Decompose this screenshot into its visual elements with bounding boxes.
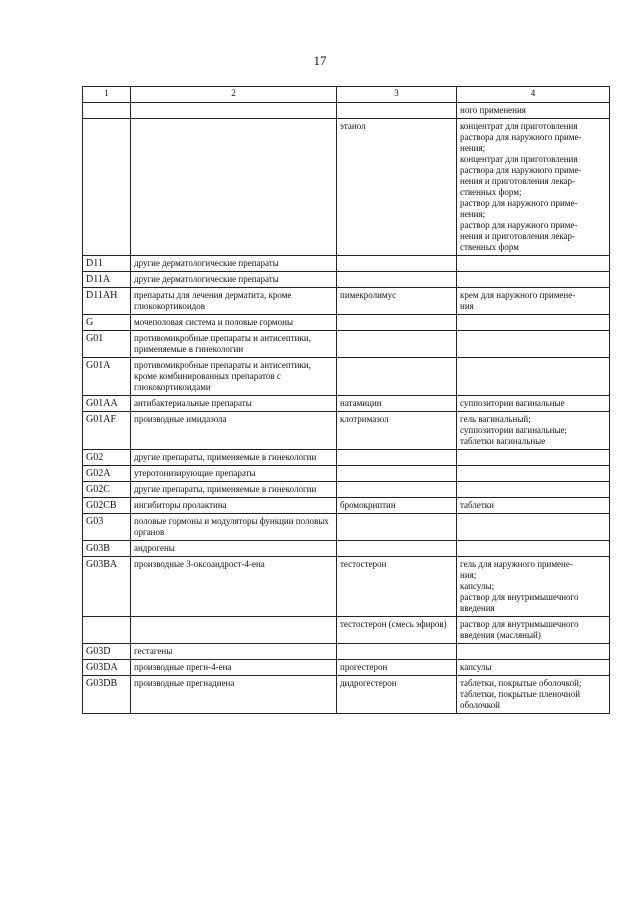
dosage-form-line: суппозитории вагинальные; bbox=[460, 425, 568, 435]
dosage-form-cell bbox=[457, 660, 610, 676]
group-name-cell: другие дерматологические препараты bbox=[131, 256, 337, 272]
dosage-form-cell bbox=[457, 103, 610, 119]
dosage-form-cell bbox=[457, 676, 610, 714]
group-name-cell: противомикробные препараты и антисептики, применяемые в гинекологии bbox=[131, 331, 337, 358]
header-cell-4: 4 bbox=[457, 87, 610, 103]
table-body bbox=[83, 87, 610, 714]
dosage-form-line: введения bbox=[460, 603, 495, 613]
dosage-form-line: концентрат для приготовления bbox=[460, 154, 578, 164]
dosage-form-line: таблетки bbox=[460, 500, 495, 510]
dosage-form-cell bbox=[457, 617, 610, 644]
dosage-form-cell bbox=[457, 315, 610, 331]
atc-code-cell: G03BA bbox=[83, 557, 131, 617]
drug-name-cell: натамицин bbox=[337, 396, 457, 412]
dosage-form-cell bbox=[457, 498, 610, 514]
table-row bbox=[83, 103, 610, 119]
atc-code-cell: G02CB bbox=[83, 498, 131, 514]
atc-code-cell: D11A bbox=[83, 272, 131, 288]
atc-code-cell: D11 bbox=[83, 256, 131, 272]
header-cell-2: 2 bbox=[131, 87, 337, 103]
group-name-cell: другие препараты, применяемые в гинекологии bbox=[131, 450, 337, 466]
dosage-form-line: крем для наружного примене- bbox=[460, 290, 576, 300]
table-row bbox=[83, 482, 610, 498]
atc-code-cell: G03DA bbox=[83, 660, 131, 676]
drug-name-cell bbox=[337, 644, 457, 660]
table-row bbox=[83, 288, 610, 315]
dosage-form-cell bbox=[457, 466, 610, 482]
drug-name-cell bbox=[337, 450, 457, 466]
drug-name-cell bbox=[337, 331, 457, 358]
table-row bbox=[83, 450, 610, 466]
table-row bbox=[83, 660, 610, 676]
dosage-form-line: оболочкой bbox=[460, 700, 500, 710]
drug-name-cell: дидрогестерон bbox=[337, 676, 457, 714]
group-name-cell: утеротонизирующие препараты bbox=[131, 466, 337, 482]
dosage-form-cell bbox=[457, 272, 610, 288]
table-row bbox=[83, 514, 610, 541]
dosage-form-line: капсулы bbox=[460, 662, 492, 672]
atc-code-cell: G01AA bbox=[83, 396, 131, 412]
dosage-form-line: таблетки, покрытые пленочной bbox=[460, 689, 581, 699]
page-number: 17 bbox=[313, 53, 327, 68]
atc-code-cell: G03DB bbox=[83, 676, 131, 714]
group-name-cell: препараты для лечения дерматита, кроме глюкокортикоидов bbox=[131, 288, 337, 315]
atc-code-cell: G02 bbox=[83, 450, 131, 466]
drug-name-cell: бромокриптин bbox=[337, 498, 457, 514]
dosage-form-line: концентрат для приготовления bbox=[460, 121, 578, 131]
dosage-form-line: раствора для наружного приме- bbox=[460, 132, 582, 142]
drug-name-cell bbox=[337, 358, 457, 396]
group-name-cell: производные прегнадиена bbox=[131, 676, 337, 714]
drug-name-cell: прогестерон bbox=[337, 660, 457, 676]
dosage-form-line: ния bbox=[460, 301, 474, 311]
dosage-form-line: раствора для наружного приме- bbox=[460, 165, 582, 175]
table-row bbox=[83, 331, 610, 358]
atc-code-cell: G03B bbox=[83, 541, 131, 557]
dosage-form-line: гель для наружного примене- bbox=[460, 559, 573, 569]
group-name-cell: другие препараты, применяемые в гинекологии bbox=[131, 482, 337, 498]
group-name-cell: другие дерматологические препараты bbox=[131, 272, 337, 288]
dosage-form-line: ного применения bbox=[460, 105, 526, 115]
dosage-form-cell bbox=[457, 288, 610, 315]
header-cell-1: 1 bbox=[83, 87, 131, 103]
atc-code-cell bbox=[83, 103, 131, 119]
dosage-form-line: раствор для наружного приме- bbox=[460, 220, 578, 230]
group-name-cell bbox=[131, 119, 337, 256]
dosage-form-cell bbox=[457, 331, 610, 358]
atc-code-cell: G03 bbox=[83, 514, 131, 541]
atc-code-cell: G01 bbox=[83, 331, 131, 358]
group-name-cell: мочеполовая система и половые гормоны bbox=[131, 315, 337, 331]
dosage-form-line: введения (масляный) bbox=[460, 630, 541, 640]
dosage-form-cell bbox=[457, 256, 610, 272]
group-name-cell: гестагены bbox=[131, 644, 337, 660]
drug-name-cell bbox=[337, 514, 457, 541]
drug-name-cell: тестостерон bbox=[337, 557, 457, 617]
dosage-form-line: раствор для внутримышечного bbox=[460, 592, 579, 602]
drug-name-cell: пимекролимус bbox=[337, 288, 457, 315]
atc-code-cell: D11AH bbox=[83, 288, 131, 315]
atc-code-cell: G02C bbox=[83, 482, 131, 498]
dosage-form-line: нения и приготовления лекар- bbox=[460, 176, 576, 186]
drug-name-cell: тестостерон (смесь эфиров) bbox=[337, 617, 457, 644]
drug-name-cell bbox=[337, 315, 457, 331]
group-name-cell: производные прегн-4-ена bbox=[131, 660, 337, 676]
dosage-form-cell bbox=[457, 450, 610, 466]
dosage-form-cell bbox=[457, 557, 610, 617]
dosage-form-cell bbox=[457, 119, 610, 256]
drug-name-cell bbox=[337, 103, 457, 119]
dosage-form-line: таблетки вагинальные bbox=[460, 436, 546, 446]
drug-name-cell bbox=[337, 272, 457, 288]
drug-name-cell bbox=[337, 466, 457, 482]
group-name-cell: производные имидазола bbox=[131, 412, 337, 450]
dosage-form-line: капсулы; bbox=[460, 581, 494, 591]
dosage-form-cell bbox=[457, 541, 610, 557]
dosage-form-line: суппозитории вагинальные bbox=[460, 398, 565, 408]
group-name-cell: противомикробные препараты и антисептики, кроме комбинированных препаратов с глюкокортикоидами bbox=[131, 358, 337, 396]
dosage-form-line: нения; bbox=[460, 209, 486, 219]
atc-code-cell: G03D bbox=[83, 644, 131, 660]
group-name-cell: ингибиторы пролактина bbox=[131, 498, 337, 514]
dosage-form-line: нения; bbox=[460, 143, 486, 153]
dosage-form-cell bbox=[457, 358, 610, 396]
table-row bbox=[83, 315, 610, 331]
drug-name-cell: этанол bbox=[337, 119, 457, 256]
drug-name-cell bbox=[337, 541, 457, 557]
drug-name-cell bbox=[337, 482, 457, 498]
table-row bbox=[83, 396, 610, 412]
dosage-form-line: ственных форм; bbox=[460, 187, 522, 197]
atc-code-cell bbox=[83, 119, 131, 256]
dosage-form-line: нения и приготовления лекар- bbox=[460, 231, 576, 241]
dosage-form-line: ния; bbox=[460, 570, 477, 580]
drug-classification-table bbox=[82, 86, 610, 714]
dosage-form-cell bbox=[457, 396, 610, 412]
drug-name-cell bbox=[337, 256, 457, 272]
table-row bbox=[83, 617, 610, 644]
table-row bbox=[83, 358, 610, 396]
table-row bbox=[83, 412, 610, 450]
dosage-form-cell bbox=[457, 482, 610, 498]
dosage-form-line: раствор для наружного приме- bbox=[460, 198, 578, 208]
table-row bbox=[83, 644, 610, 660]
atc-code-cell: G02A bbox=[83, 466, 131, 482]
dosage-form-cell bbox=[457, 514, 610, 541]
dosage-form-line: гель вагинальный; bbox=[460, 414, 531, 424]
atc-code-cell: G bbox=[83, 315, 131, 331]
dosage-form-cell bbox=[457, 412, 610, 450]
drug-name-cell: клотримазол bbox=[337, 412, 457, 450]
table-row bbox=[83, 466, 610, 482]
table-row bbox=[83, 676, 610, 714]
dosage-form-line: раствор для внутримышечного bbox=[460, 619, 579, 629]
atc-code-cell: G01AF bbox=[83, 412, 131, 450]
atc-code-cell bbox=[83, 617, 131, 644]
table-header-row bbox=[83, 87, 610, 103]
table-row bbox=[83, 557, 610, 617]
table-row bbox=[83, 119, 610, 256]
table-row bbox=[83, 256, 610, 272]
group-name-cell: антибактериальные препараты bbox=[131, 396, 337, 412]
group-name-cell: производные 3-оксоандрост-4-ена bbox=[131, 557, 337, 617]
dosage-form-line: ственных форм bbox=[460, 242, 519, 252]
table-row bbox=[83, 272, 610, 288]
header-cell-3: 3 bbox=[337, 87, 457, 103]
group-name-cell bbox=[131, 617, 337, 644]
dosage-form-line: таблетки, покрытые оболочкой; bbox=[460, 678, 582, 688]
table-row bbox=[83, 498, 610, 514]
atc-code-cell: G01A bbox=[83, 358, 131, 396]
group-name-cell: половые гормоны и модуляторы функции половых органов bbox=[131, 514, 337, 541]
table-row bbox=[83, 541, 610, 557]
group-name-cell: андрогены bbox=[131, 541, 337, 557]
group-name-cell bbox=[131, 103, 337, 119]
dosage-form-cell bbox=[457, 644, 610, 660]
